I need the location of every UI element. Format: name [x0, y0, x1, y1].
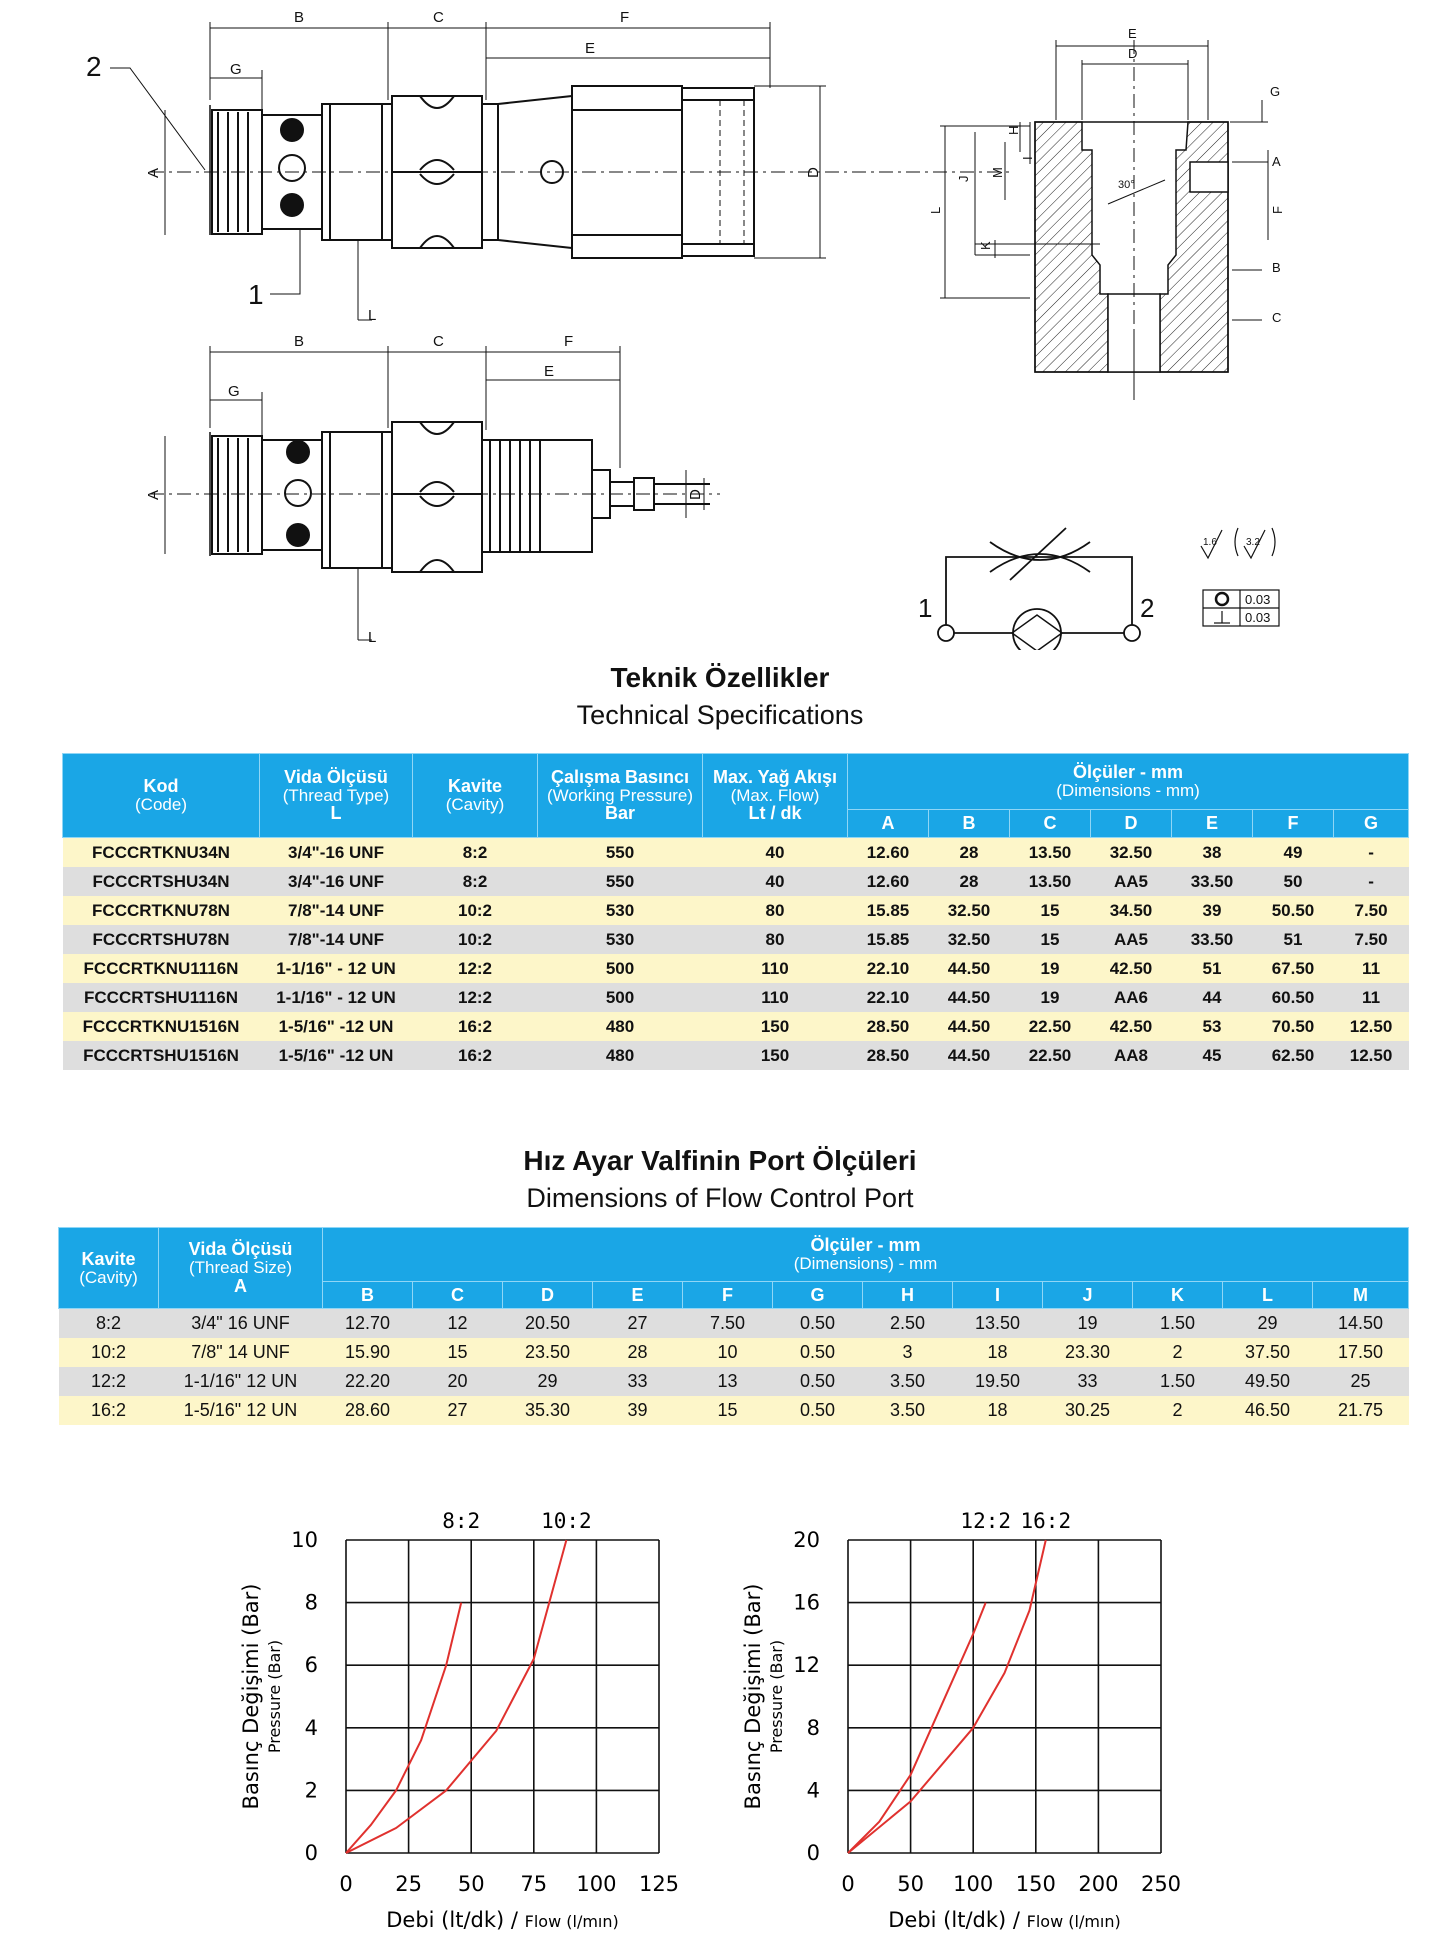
table-cell: FCCCRTKNU78N	[63, 896, 260, 925]
port-col-d: D	[503, 1282, 593, 1309]
svg-text:M: M	[990, 167, 1005, 178]
table-cell: 15	[413, 1338, 503, 1367]
svg-text:L: L	[928, 206, 943, 214]
table-cell: 44.50	[929, 954, 1010, 983]
table-cell: 1.50	[1133, 1309, 1223, 1339]
table-cell: 13.50	[1010, 867, 1091, 896]
y-axis-label-en: Pressure (Bar)	[265, 1639, 284, 1754]
table-cell: 11	[1334, 983, 1409, 1012]
table-cell: 2	[1133, 1338, 1223, 1367]
table-cell: 49	[1253, 838, 1334, 868]
table-cell: 7/8"-14 UNF	[260, 896, 413, 925]
svg-text:A: A	[1272, 154, 1281, 169]
header-flow: Max. Yağ Akışı (Max. Flow) Lt / dk	[703, 754, 848, 838]
port-col-e: E	[593, 1282, 683, 1309]
port-title: Hız Ayar Valfinin Port Ölçüleri	[523, 1145, 917, 1176]
y-tick-label: 8	[304, 1590, 318, 1615]
table-cell: 15	[1010, 896, 1091, 925]
pressure-flow-charts	[0, 1470, 1440, 1949]
header-thread: Vida Ölçüsü (Thread Type) L	[260, 754, 413, 838]
table-cell: 530	[538, 925, 703, 954]
x-tick-label: 0	[339, 1872, 353, 1896]
y-tick-label: 12	[793, 1653, 820, 1678]
svg-text:C: C	[433, 333, 444, 350]
port-table-body	[59, 1309, 1409, 1426]
table-row	[63, 867, 1409, 896]
table-cell: 14.50	[1313, 1309, 1409, 1339]
svg-text:D: D	[687, 489, 704, 500]
svg-text:0.03: 0.03	[1245, 610, 1271, 625]
table-cell: 550	[538, 838, 703, 868]
svg-text:F: F	[1270, 206, 1285, 214]
svg-text:1: 1	[248, 279, 264, 310]
table-cell: 37.50	[1223, 1338, 1313, 1367]
table-cell: 16:2	[413, 1041, 538, 1070]
table-cell: 7.50	[683, 1309, 773, 1339]
table-cell: 12.50	[1334, 1012, 1409, 1041]
svg-text:I: I	[1020, 156, 1035, 160]
table-cell: 39	[1172, 896, 1253, 925]
y-tick-label: 0	[806, 1841, 820, 1865]
svg-text:B: B	[294, 333, 305, 350]
series-label: 12:2	[960, 1509, 1012, 1533]
svg-text:B: B	[294, 9, 305, 26]
table-cell: 1-5/16" 12 UN	[159, 1396, 323, 1425]
x-tick-label: 0	[841, 1872, 855, 1896]
y-tick-label: 6	[304, 1653, 318, 1678]
table-cell: 19	[1010, 954, 1091, 983]
table-cell: 3	[863, 1338, 953, 1367]
table-cell: 16:2	[413, 1012, 538, 1041]
svg-text:C: C	[1272, 310, 1282, 325]
table-row	[63, 1041, 1409, 1070]
valve-drawing-bottom	[150, 422, 720, 572]
table-cell: 22.20	[323, 1367, 413, 1396]
svg-text:L: L	[368, 307, 377, 324]
table-row	[63, 838, 1409, 868]
table-cell: 8:2	[413, 838, 538, 868]
y-tick-label: 16	[793, 1590, 820, 1615]
table-cell: 13	[683, 1367, 773, 1396]
table-cell: 18	[953, 1396, 1043, 1425]
spec-table-body	[63, 838, 1409, 1071]
table-cell: 15.90	[323, 1338, 413, 1367]
spec-col-g: G	[1334, 810, 1409, 838]
table-cell: 42.50	[1091, 954, 1172, 983]
table-cell: 19	[1043, 1309, 1133, 1339]
svg-text:L: L	[368, 629, 377, 646]
port-col-m: M	[1313, 1282, 1409, 1309]
x-tick-label: 100	[953, 1872, 994, 1896]
table-cell: AA5	[1091, 867, 1172, 896]
svg-text:2: 2	[1140, 593, 1155, 623]
table-cell: 0.50	[773, 1309, 863, 1339]
svg-text:A: A	[145, 167, 162, 178]
table-cell: 19.50	[953, 1367, 1043, 1396]
table-cell: 12.60	[848, 838, 929, 868]
y-tick-label: 4	[806, 1778, 820, 1803]
table-cell: 7/8"-14 UNF	[260, 925, 413, 954]
table-cell: 34.50	[1091, 896, 1172, 925]
valve-drawing-top	[150, 86, 1010, 258]
svg-text:D: D	[1128, 46, 1138, 61]
spec-col-e: E	[1172, 810, 1253, 838]
table-cell: 19	[1010, 983, 1091, 1012]
table-cell: 15.85	[848, 925, 929, 954]
table-cell: 7.50	[1334, 896, 1409, 925]
table-cell: FCCCRTKNU1516N	[63, 1012, 260, 1041]
table-cell: 0.50	[773, 1338, 863, 1367]
table-cell: 0.50	[773, 1396, 863, 1425]
svg-text:3.2: 3.2	[1246, 537, 1260, 548]
table-cell: 15	[683, 1396, 773, 1425]
table-cell: 12:2	[413, 954, 538, 983]
table-cell: 22.10	[848, 983, 929, 1012]
y-axis-label: Basınç Değişimi (Bar)	[239, 1583, 263, 1810]
port-header-cavity: Kavite (Cavity)	[59, 1228, 159, 1309]
technical-drawings	[0, 0, 1440, 650]
table-cell: 38	[1172, 838, 1253, 868]
table-cell: 33.50	[1172, 925, 1253, 954]
svg-text:0.03: 0.03	[1245, 592, 1271, 607]
table-cell: 33.50	[1172, 867, 1253, 896]
table-cell: 21.75	[1313, 1396, 1409, 1425]
table-cell: 18	[953, 1338, 1043, 1367]
table-cell: 8:2	[413, 867, 538, 896]
table-cell: 12.60	[848, 867, 929, 896]
table-row	[59, 1309, 1409, 1339]
table-cell: 110	[703, 954, 848, 983]
table-cell: 44.50	[929, 1012, 1010, 1041]
table-row	[63, 925, 1409, 954]
x-tick-label: 100	[576, 1872, 617, 1896]
table-cell: 480	[538, 1041, 703, 1070]
series-label: 10:2	[541, 1509, 592, 1533]
table-cell: 1-1/16" 12 UN	[159, 1367, 323, 1396]
table-cell: AA8	[1091, 1041, 1172, 1070]
table-cell: 28.50	[848, 1012, 929, 1041]
table-cell: 1-1/16" - 12 UN	[260, 983, 413, 1012]
table-cell: 33	[593, 1367, 683, 1396]
port-table	[58, 1227, 1409, 1425]
table-cell: 3.50	[863, 1367, 953, 1396]
spec-subtitle: Technical Specifications	[576, 700, 864, 730]
y-tick-label: 4	[304, 1715, 318, 1740]
y-tick-label: 2	[304, 1778, 318, 1803]
table-cell: 16:2	[59, 1396, 159, 1425]
port-col-b: B	[323, 1282, 413, 1309]
table-cell: 12.70	[323, 1309, 413, 1339]
table-cell: 29	[503, 1367, 593, 1396]
spec-table	[62, 753, 1409, 1070]
table-cell: FCCCRTSHU34N	[63, 867, 260, 896]
svg-text:A: A	[145, 489, 162, 500]
table-row	[59, 1338, 1409, 1367]
table-cell: 7.50	[1334, 925, 1409, 954]
table-cell: 8:2	[59, 1309, 159, 1339]
table-cell: FCCCRTSHU1516N	[63, 1041, 260, 1070]
table-cell: 3.50	[863, 1396, 953, 1425]
table-cell: 51	[1172, 954, 1253, 983]
spec-col-b: B	[929, 810, 1010, 838]
svg-text:F: F	[564, 333, 574, 350]
table-cell: 44	[1172, 983, 1253, 1012]
table-cell: 17.50	[1313, 1338, 1409, 1367]
table-row	[63, 896, 1409, 925]
table-cell: -	[1334, 838, 1409, 868]
table-row	[59, 1367, 1409, 1396]
table-cell: 50.50	[1253, 896, 1334, 925]
table-cell: 10:2	[59, 1338, 159, 1367]
table-cell: 1-1/16" - 12 UN	[260, 954, 413, 983]
table-cell: 20	[413, 1367, 503, 1396]
table-cell: 15.85	[848, 896, 929, 925]
table-cell: 27	[413, 1396, 503, 1425]
table-cell: 40	[703, 838, 848, 868]
table-cell: 46.50	[1223, 1396, 1313, 1425]
table-cell: 7/8" 14 UNF	[159, 1338, 323, 1367]
x-tick-label: 200	[1078, 1872, 1119, 1896]
table-cell: 12.50	[1334, 1041, 1409, 1070]
table-cell: 1.50	[1133, 1367, 1223, 1396]
table-cell: 10:2	[413, 925, 538, 954]
table-cell: 42.50	[1091, 1012, 1172, 1041]
svg-text:F: F	[620, 9, 630, 26]
y-tick-label: 8	[806, 1715, 820, 1740]
table-cell: 80	[703, 896, 848, 925]
port-col-j: J	[1043, 1282, 1133, 1309]
table-cell: 22.10	[848, 954, 929, 983]
x-axis-label: Debi (lt/dk) / Flow (l/mın)	[386, 1908, 619, 1932]
y-tick-label: 0	[304, 1841, 318, 1865]
table-cell: 2	[1133, 1396, 1223, 1425]
header-pressure: Çalışma Basıncı (Working Pressure) Bar	[538, 754, 703, 838]
table-cell: 44.50	[929, 983, 1010, 1012]
port-col-i: I	[953, 1282, 1043, 1309]
svg-text:30°: 30°	[1118, 179, 1135, 191]
table-cell: 50	[1253, 867, 1334, 896]
y-tick-label: 10	[291, 1528, 318, 1552]
table-cell: 29	[1223, 1309, 1313, 1339]
table-cell: 32.50	[929, 925, 1010, 954]
y-tick-label: 20	[793, 1528, 820, 1552]
table-cell: 110	[703, 983, 848, 1012]
port-subtitle: Dimensions of Flow Control Port	[526, 1183, 914, 1213]
table-row	[63, 954, 1409, 983]
y-axis-label: Basınç Değişimi (Bar)	[741, 1583, 765, 1810]
table-cell: 1-5/16" -12 UN	[260, 1041, 413, 1070]
table-cell: 35.30	[503, 1396, 593, 1425]
table-cell: 12:2	[413, 983, 538, 1012]
table-cell: 480	[538, 1012, 703, 1041]
table-cell: 67.50	[1253, 954, 1334, 983]
table-row	[59, 1396, 1409, 1425]
table-cell: 53	[1172, 1012, 1253, 1041]
hydraulic-symbol	[938, 528, 1140, 650]
svg-text:1.6: 1.6	[1203, 537, 1217, 548]
table-cell: 10	[683, 1338, 773, 1367]
table-cell: 530	[538, 896, 703, 925]
x-tick-label: 25	[395, 1872, 422, 1896]
spec-title: Teknik Özellikler	[610, 662, 830, 693]
table-cell: 3/4"-16 UNF	[260, 838, 413, 868]
table-cell: 11	[1334, 954, 1409, 983]
svg-text:E: E	[544, 363, 555, 380]
svg-text:K: K	[978, 241, 993, 250]
table-cell: 2.50	[863, 1309, 953, 1339]
table-cell: FCCCRTKNU34N	[63, 838, 260, 868]
table-cell: 3/4"-16 UNF	[260, 867, 413, 896]
table-cell: 12:2	[59, 1367, 159, 1396]
x-tick-label: 75	[520, 1872, 548, 1896]
series-label: 8:2	[442, 1509, 481, 1533]
table-cell: 23.30	[1043, 1338, 1133, 1367]
svg-text:B: B	[1272, 260, 1281, 275]
table-cell: 32.50	[929, 896, 1010, 925]
table-cell: 44.50	[929, 1041, 1010, 1070]
table-cell: AA5	[1091, 925, 1172, 954]
svg-text:G: G	[228, 383, 240, 400]
spec-col-f: F	[1253, 810, 1334, 838]
series-line-16-2	[848, 1540, 1046, 1853]
table-cell: 32.50	[1091, 838, 1172, 868]
port-col-k: K	[1133, 1282, 1223, 1309]
table-row	[63, 1012, 1409, 1041]
table-cell: 51	[1253, 925, 1334, 954]
table-cell: 40	[703, 867, 848, 896]
table-cell: 13.50	[1010, 838, 1091, 868]
x-tick-label: 150	[1015, 1872, 1056, 1896]
table-cell: 49.50	[1223, 1367, 1313, 1396]
table-cell: 70.50	[1253, 1012, 1334, 1041]
svg-text:2: 2	[86, 51, 102, 82]
table-cell: -	[1334, 867, 1409, 896]
x-axis-label: Debi (lt/dk) / Flow (l/mın)	[888, 1908, 1121, 1932]
svg-text:E: E	[585, 40, 596, 57]
y-axis-label-en: Pressure (Bar)	[767, 1639, 786, 1754]
table-cell: 0.50	[773, 1367, 863, 1396]
svg-text:D: D	[805, 167, 822, 178]
table-cell: 22.50	[1010, 1041, 1091, 1070]
port-col-f: F	[683, 1282, 773, 1309]
table-cell: 28.60	[323, 1396, 413, 1425]
table-cell: 30.25	[1043, 1396, 1133, 1425]
table-row	[63, 983, 1409, 1012]
table-cell: 33	[1043, 1367, 1133, 1396]
svg-text:1: 1	[918, 593, 933, 623]
table-cell: 45	[1172, 1041, 1253, 1070]
table-cell: 15	[1010, 925, 1091, 954]
svg-text:G: G	[1270, 84, 1281, 99]
table-cell: 550	[538, 867, 703, 896]
table-cell: 39	[593, 1396, 683, 1425]
x-tick-label: 50	[897, 1872, 924, 1896]
table-cell: 80	[703, 925, 848, 954]
table-cell: 150	[703, 1012, 848, 1041]
spec-col-d: D	[1091, 810, 1172, 838]
header-code: Kod (Code)	[63, 754, 260, 838]
table-cell: 28	[929, 838, 1010, 868]
table-cell: 22.50	[1010, 1012, 1091, 1041]
table-cell: 27	[593, 1309, 683, 1339]
table-cell: FCCCRTSHU1116N	[63, 983, 260, 1012]
header-dimensions: Ölçüler - mm (Dimensions - mm)	[848, 754, 1409, 810]
port-col-l: L	[1223, 1282, 1313, 1309]
port-col-h: H	[863, 1282, 953, 1309]
table-cell: 28	[593, 1338, 683, 1367]
table-cell: 25	[1313, 1367, 1409, 1396]
table-cell: 28	[929, 867, 1010, 896]
table-cell: AA6	[1091, 983, 1172, 1012]
table-cell: 13.50	[953, 1309, 1043, 1339]
table-cell: FCCCRTKNU1116N	[63, 954, 260, 983]
table-cell: 23.50	[503, 1338, 593, 1367]
spec-col-c: C	[1010, 810, 1091, 838]
table-cell: 1-5/16" -12 UN	[260, 1012, 413, 1041]
spec-col-a: A	[848, 810, 929, 838]
svg-text:H: H	[1006, 125, 1021, 135]
x-tick-label: 50	[457, 1872, 485, 1896]
port-header-thread: Vida Ölçüsü (Thread Size) A	[159, 1228, 323, 1309]
table-cell: 62.50	[1253, 1041, 1334, 1070]
table-cell: 60.50	[1253, 983, 1334, 1012]
table-cell: 3/4" 16 UNF	[159, 1309, 323, 1339]
port-col-g: G	[773, 1282, 863, 1309]
svg-text:G: G	[230, 61, 242, 78]
table-cell: 500	[538, 983, 703, 1012]
svg-text:E: E	[1128, 26, 1137, 41]
table-cell: FCCCRTSHU78N	[63, 925, 260, 954]
table-cell: 10:2	[413, 896, 538, 925]
table-cell: 20.50	[503, 1309, 593, 1339]
header-cavity: Kavite (Cavity)	[413, 754, 538, 838]
port-col-c: C	[413, 1282, 503, 1309]
svg-text:C: C	[433, 9, 444, 26]
table-cell: 150	[703, 1041, 848, 1070]
x-tick-label: 125	[638, 1872, 680, 1896]
port-header-dimensions: Ölçüler - mm (Dimensions) - mm	[323, 1228, 1409, 1282]
x-tick-label: 250	[1140, 1872, 1182, 1896]
table-cell: 12	[413, 1309, 503, 1339]
table-cell: 500	[538, 954, 703, 983]
svg-text:J: J	[956, 175, 971, 182]
table-cell: 28.50	[848, 1041, 929, 1070]
cavity-section	[1035, 40, 1228, 400]
series-label: 16:2	[1020, 1509, 1072, 1533]
